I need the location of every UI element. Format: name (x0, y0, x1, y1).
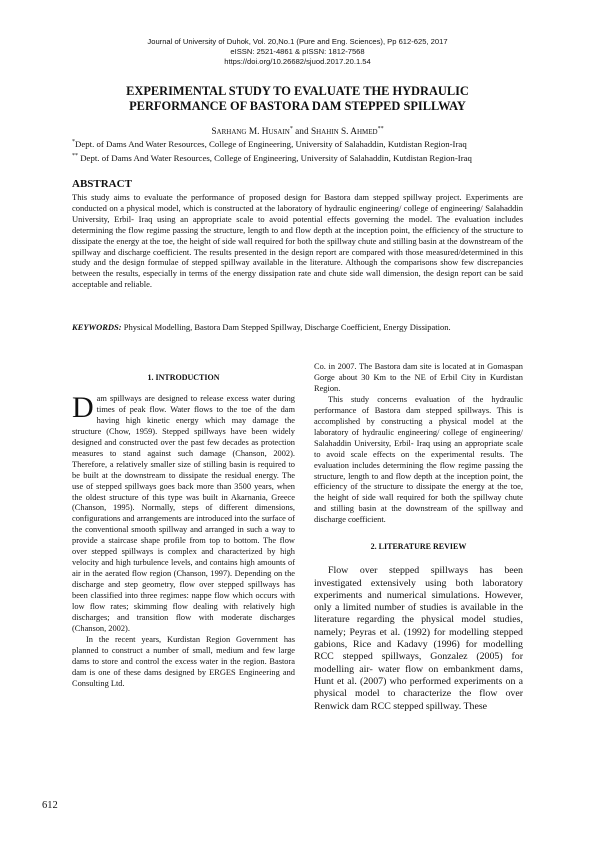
affiliation-2-text: Dept. of Dams And Water Resources, College of Engineering, University of Salahaddin, Kutdistan Region-Iraq (78, 153, 472, 163)
keywords (72, 322, 523, 332)
affiliation-1-text: Dept. of Dams And Water Resources, College of Engineering, University of Salahaddin, Kutdistan Region-Iraq (75, 139, 467, 149)
intro-heading: 1. INTRODUCTION (147, 373, 220, 382)
affiliation-1-mark: * (72, 139, 75, 145)
author-1-mark: * (289, 126, 293, 132)
author-2: Shahin S. Ahmed (310, 127, 378, 137)
keywords-label: KEYWORDS: (72, 322, 122, 332)
doi-link[interactable]: https://doi.org/10.26682/sjuod.2017.20.1.54 (224, 57, 371, 66)
keywords-text: Physical Modelling, Bastora Dam Stepped Spillway, Discharge Coefficient, Energy Dissipation. (121, 322, 451, 332)
intro-paragraph-3: Co. in 2007. The Bastora dam site is located at in Gomaspan Gorge about 30 Km to the NE of Erbil City in Kurdistan Region. (314, 362, 523, 393)
affiliation-1 (72, 139, 467, 150)
author-1: Sarhang M. Husain (211, 127, 290, 137)
abstract-text: This study aims to evaluate the performance of proposed design for Bastora dam stepped spillway project. Experiments are conducted on a physical model, which is constructed at the laboratory of hydraulic engineering/ college of engineering/ Salahaddin University, Erbil- Iraq using an appropriate scale to avoid potential effects governing the model. The evaluation includes determining the flow regime passing the structure, length to and flow depth at the inception point, the efficiency of the structure to dissipate the energy at the toe, the height of side wall required for both the spillway chute and stilling basin at the downstream of the spillway and discharge coefficient. The results presented in the design report are compared with those measured/determined in this study and the design formulae of stepped spillway available in the literature. Although the comparisons show few discrepancies between the results, especially in terms of the energy dissipation rate and chute side wall dimension, the design report can be said acceptable and reliable. (72, 192, 523, 290)
literature-paragraph-1: Flow over stepped spillways has been investigated extensively using both laboratory experiments and numerical simulations. However, only a limited number of studies is available in the literature regarding the physical model studies, namely; Peyras et al. (1992) for modelling stepped gabions, Rice and Kadavy (1996) for modelling RCC stepped spillways, Gonzalez (2005) for modelling air- water flow on embankment dams, Hunt et al. (2007) who performed experiments on a physical model to characterize the flow over Renwick dam RCC stepped spillway. These (314, 565, 523, 712)
affiliation-2-mark: ** (72, 153, 78, 159)
left-column (72, 373, 295, 690)
intro-paragraph-1-text: am spillways are designed to release excess water during times of peak flow. Water flows to the toe of the dam having high kinetic energy which may damage the structure (Chow, 1959). Stepped spillways have been widely designed and constructed over the past few decades as protection measures to stand against such damage (Chanson, 2002). Therefore, a relatively smaller size of stilling basin is required to be built at the downstream to dissipate the residual energy. The use of stepped spillways goes back more than 3500 years, when the oldest structure of this type was built in Akarnania, Greece (Chanson, 1995). Normally, steps of different dimensions, configurations and arrangements are introduced into the surface of the conventional smooth spillway and arranged in such a way to provide a staircase shape profile from top to bottom. The flow over stepped spillways is complex and characterized by high velocity and high turbulence levels, and contains high amounts of air in the aerated flow region (Chanson, 1997). Depending on the discharge and step geometry, flow over stepped spillways has been classified into three regimes: nappe flow which occurs with low flow rates; skimming flow dealing with relatively high discharges; and transition flow with moderate discharges (Chanson, 2002). (72, 393, 295, 633)
intro-paragraph-2: In the recent years, Kurdistan Region Government has planned to construct a number of small, medium and few large dams to store and control the excess water in the region. Bastora dam is one of these dams designed by ERGES Engineering and Consulting Ltd. (72, 634, 295, 688)
affiliation-2 (72, 153, 472, 164)
author-and: and (295, 127, 309, 137)
right-column (314, 362, 523, 713)
author-line (0, 127, 595, 137)
drop-cap: D (72, 390, 94, 424)
author-2-mark: ** (377, 126, 384, 132)
paper-title (60, 84, 535, 113)
literature-heading: 2. LITERATURE REVIEW (370, 542, 467, 552)
intro-paragraph-1 (72, 390, 295, 635)
journal-citation: Journal of University of Duhok, Vol. 20,No.1 (Pure and Eng. Sciences), Pp 612-625, 2017 (147, 37, 448, 46)
page-number: 612 (42, 800, 58, 811)
abstract-heading: ABSTRACT (72, 178, 132, 190)
intro-paragraph-4: This study concerns evaluation of the hydraulic performance of Bastora dam stepped spillways. This is accomplished by constructing a physical model at the laboratory of hydraulic engineering/ college of engineering/ Salahaddin University, Erbil- Iraq using an appropriate scale to avoid scale effects on the experimental results. The evaluation includes determining the flow regime passing the structure, length to and flow depth at the inception point, the efficiency of the structure to dissipate the energy at the toe, the height of side wall required for both the spillway chute and stilling basin at the downstream of the spillway and discharge coefficient. (314, 394, 523, 525)
title-line-1: EXPERIMENTAL STUDY TO EVALUATE THE HYDRAULIC (126, 84, 469, 98)
title-line-2: PERFORMANCE OF BASTORA DAM STEPPED SPILLWAY (129, 98, 466, 113)
issn-line: eISSN: 2521-4861 & pISSN: 1812-7568 (230, 47, 365, 56)
